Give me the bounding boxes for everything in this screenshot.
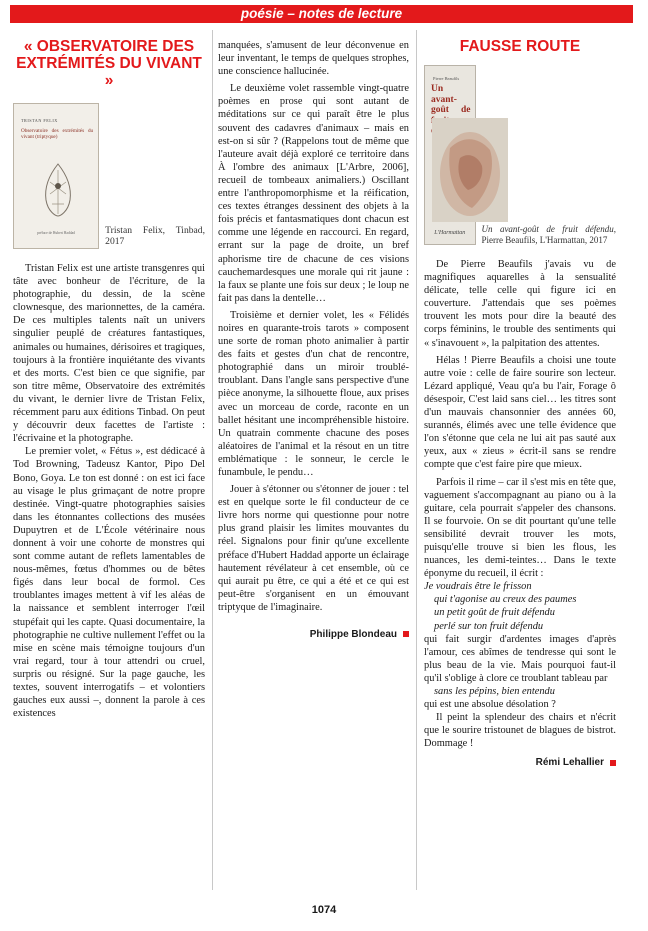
book-cover [424,65,476,245]
author-signature: Rémi Lehallier [535,757,604,769]
poem-line: Je voudrais être le frisson [424,581,532,593]
book-figure [13,99,205,249]
review-observatoire [13,30,205,720]
book-caption [482,224,617,250]
signature-line [218,628,409,641]
review-title: « OBSERVATOIRE DES EXTRÉMITÉS DU VIVANT » [16,38,202,89]
section-header: poésie – notes de lecture [10,5,633,23]
page-number: 1074 [311,904,337,916]
signature-line [424,756,616,769]
cover-title: Un avant-goût de [431,84,471,115]
cover-watercolor [432,118,508,222]
caption-details: , Pierre Beaufils, L'Harmattan, 2017 [481,224,616,245]
poem-line: qui t'agonise au creux des paumes [434,594,577,606]
cover-author: TRISTAN FELIX [21,118,58,123]
cover-title: Observatoire des extrémités du vivant (triptyque) [21,128,94,140]
paragraph: Hélas ! Pierre Beaufils a choisi une toute autre voie : celle de faire sourire son lecteur. Lézard appliqué, Veau qu'a bu l'air, Forage ô désespoir, C'est laid sans ciel… les titres sont d'un mauvais chansonnier des années 60, surannés, élimés avec une telle évidence que l'on s'étonne que cela ne lui ait pas sauté aux yeux, aux « zieus » écrit-il sans se rendre compte que c'est faire pire que mieux. [424,354,616,471]
cover-illustration [30,156,86,222]
review-continuation [218,39,409,641]
book-caption: Tristan Felix, Tinbad, 2017 [105,224,205,248]
review-title: FAUSSE ROUTE [459,38,581,55]
paragraph: Tristan Felix est une artiste transgenres qui tâte avec bonheur de l'écriture, de la photographie, du dessin, de la scène clownesque, des marionnettes, de la caméra. De ces multiples talents naît un univers singulier peuplé de créatures fantastiques, animales ou humaines, dérisoires et tragiques, toujours à la frontière inquiétante des vivants et des morts. C'est bien ce que signifie, par son titre même, Observatoire des extrémités du vivant, le dernier livre de Tristan Felix, récemment paru aux éditions Tinbad. On peut y découvrir deux facettes de l'artiste : l'écrivaine et la photographe. [13,263,205,445]
cover-foot: préface de Hubert Haddad [37,230,75,235]
book-figure [424,65,616,250]
cover-publisher: L'Harmattan [434,229,466,236]
quoted-poem [424,580,616,632]
paragraph: manquées, s'amusent de leur déconvenue en leur inventant, le temps de quelques strophes, une conscience hallucinée. [218,40,409,78]
paragraph: De Pierre Beaufils j'avais vu de magnifiques aquarelles à la sensualité délicate, telle celle qui figure ici en couverture. J'attendais que ses poèmes trouvent les mots pour dire la beauté des corps féminins, le trouble des sentiments qui « s'inavouent », la palpitation des attentes. [424,259,616,349]
poem-line: un petit goût de fruit défendu [434,607,555,619]
paragraph: qui fait surgir d'ardentes images d'après l'amour, ces abîmes de tendresse qui sont le plus beau de la vie. Mais pourquoi faut-il qu'il s'oblige à clore ce troublant tableau par [424,633,616,684]
paragraph: Jouer à s'étonner ou s'étonner de jouer : tel est en quelque sorte le fil conducteur de ce livre hors norme qui questionne pour notre plus grand plaisir les limites mouvantes du réel. Signalons pour finir qu'une excellente préface d'Hubert Haddad apporte un éclairage hautement révélateur à cet ensemble, où ce qui aurait pu être, ce qui a été et ce qui est peut-être s'organisent en un émouvant triptyque de l'imaginaire. [218,484,409,613]
column-divider [416,30,417,890]
paragraph: Troisième et dernier volet, les « Félidés noires en quarante-trois tarots » composent une sorte de roman photo animalier à partir des faits et gestes d'un chat de rencontre, photographié dans un miroir troublé-troublant. Dans l'angle sans perspective d'une pièce anonyme, la silhouette floue, aux prises avec un morceau de corde, raconte en un ballet hésitant une incompréhensible histoire. Un quatrain commente chacune des poses aléatoires de l'animal et la résout en un titre emblématique : le sonneur, le cercle le funambule, le pendu… [218,309,409,478]
paragraph: Le premier volet, « Fétus », est dédicacé à Tod Browning, Tadeusz Kantor, Pipo Del Bono, Goya. Le ton est donné : on est ici face au visage le plus grimaçant de notre propre destinée. Vingt-quatre photographies saisies dans les étonnantes collections des musées Dupuytren et de L'École vétérinaire nous donnent à voir une cohorte de monstres qui sont comme autant de reflets lamentables de nous-mêmes, fœtus d'hommes ou de bêtes figés dans leur bocal de formol. Ces troublantes images mettent à vif les aléas de la naissance et semblent interroger l'œil stupéfait qui les capte. Quasi documentaire, la photographie ne cultive nullement l'effet ou la mise en scène mais témoigne toujours d'un vrai regard, tour à tour attendri ou cruel, surpris ou résigné. Sur la page gauche, les textes, souvent interrogatifs – et volontiers gauches eux aussi –, donnent la parole à ces existences [13,446,205,720]
poem-line: sans les pépins, bien entendu [434,686,555,697]
poem-line: perlé sur ton fruit défendu [434,620,544,632]
author-signature: Philippe Blondeau [309,629,397,641]
paragraph: Le deuxième volet rassemble vingt-quatre poèmes en prose qui sont autant de méditations sur ce qui paraît être le plus souvent des cadavres d'animaux – mais en est-on si sûr ? (Rappelons tout de même que l'auteure avait déjà exploré ce territoire dans À l'ombre des animaux [L'Arbre, 2006], recueil de tombeaux animaliers.) Oscillant entre l'anthropomorphisme et la réification, ces textes étranges dessinent des objets à la fois précis et fantasmatiques dont chacun est comme une légende en raccourci. En regard, errant sur la page de droite, un bref aphorisme tire de chacune de ces visions cauchemardesques une morale qui rit jaune : la faux se plante une fois sur deux ; le loup ne fait pas dans la dentelle… [218,83,409,304]
review-fausse-route [424,30,616,770]
cover-author: Pierre Beaufils [433,76,460,81]
caption-title: Un avant-goût de fruit défendu [481,224,614,234]
paragraph: Parfois il rime – car il s'est mis en tête que, vaguement s'accompagnant au piano ou à la guitare, cela pourrait s'appeler des chansons. Il se fourvoie. On se dit pourtant qu'une telle sensibilité devrait trouver les mots, puisqu'elle trouve si bien les flous, les nuances, les demi-teintes… Dans le texte éponyme du recueil, il écrit : [424,476,616,580]
poem-line: qui est une absolue désolation ? [424,699,556,711]
end-mark-icon [610,760,616,766]
end-mark-icon [403,631,409,637]
paragraph: Il peint la splendeur des chairs et n'écrit que le sourire tristounet de blagues de bistrot. Dommage ! [424,712,616,750]
quoted-poem [424,685,616,711]
column-divider [212,30,213,890]
book-cover [13,103,99,249]
